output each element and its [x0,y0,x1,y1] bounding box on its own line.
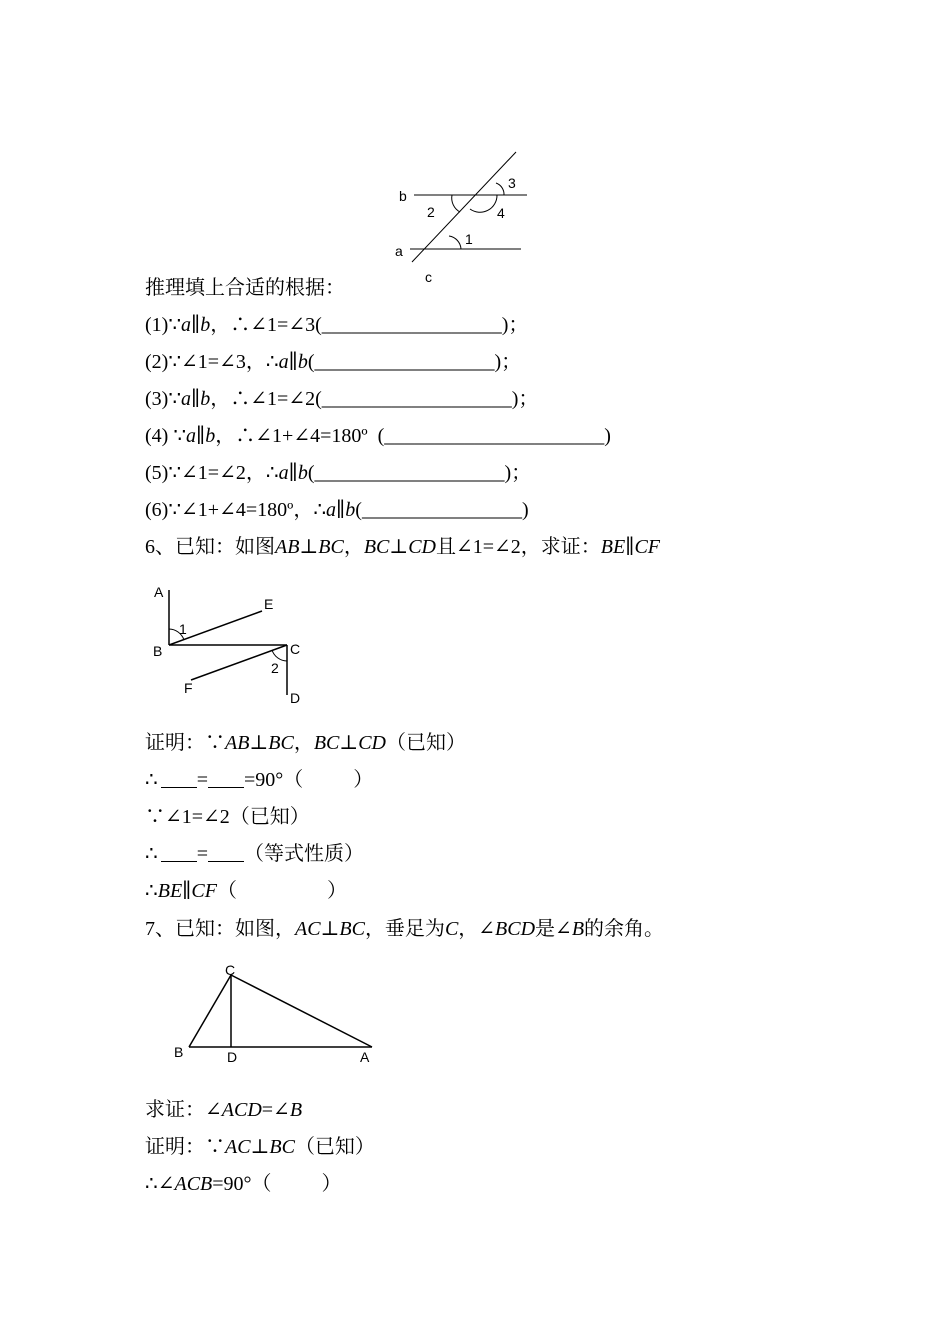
answer-blank[interactable]: ______________________ [384,425,605,447]
q6-perp: ⊥ [389,536,409,558]
proof-var: CD [358,732,386,754]
proof-var: BC [313,732,340,754]
var-a: a [326,499,337,521]
label-E: E [264,596,274,612]
perp-symbol: ⊥ [339,732,359,754]
proof-reason: =90°（ ） [244,769,374,791]
label-4: 4 [497,205,505,221]
q7-var: AC [295,918,321,940]
label-2: 2 [427,204,435,220]
label-B: B [153,643,163,659]
q7-perp: ⊥ [320,918,340,940]
q7-var: B [571,918,585,940]
label-B: B [174,1044,184,1060]
q6-var: CD [408,536,436,558]
label-D: D [227,1049,238,1065]
var-b: b [205,425,216,447]
prove-text: 求证：∠ [145,1099,222,1121]
q6-sep: ， [343,536,364,558]
var-a: a [181,388,192,410]
proof-reason: （等式性质） [244,843,365,865]
q6-var: AB [275,536,300,558]
q6-perp: ⊥ [299,536,319,558]
segment-ca [231,975,372,1047]
segment-cb [189,975,231,1047]
label-1: 1 [179,621,187,637]
q6-var: BE [600,536,626,558]
q7-text: 的余角。 [584,918,665,940]
answer-blank[interactable]: ___________________ [321,388,512,410]
q7-title-pre: 7、已知：如图， [145,918,295,940]
q7-prove-line [145,1098,302,1122]
var-b: b [200,388,211,410]
q7-var: C [444,918,459,940]
prove-var: B [289,1099,303,1121]
proof-text: ∴∠ [145,1173,175,1195]
proof-var: CF [191,880,217,902]
proof-var: BC [269,1136,295,1158]
label-C: C [290,641,301,657]
answer-blank[interactable]: __________________ [321,314,502,336]
label-2: 2 [271,660,279,676]
proof-sep: ， [293,732,314,754]
item-end: )； [504,462,532,484]
proof-text: ∵∠1=∠2（已知） [145,806,310,828]
item-mid: ( [307,351,315,373]
item-mid: ，∴∠1+∠4=180º ( [215,425,385,447]
item-pre: (5)∵∠1=∠2，∴ [145,462,279,484]
parallel-symbol: ∥ [336,499,346,521]
equals-sign: = [196,769,209,791]
var-b: b [345,499,356,521]
q6-var: BC [318,536,344,558]
label-1: 1 [465,231,473,247]
perp-symbol: ⊥ [249,732,269,754]
q7-text: ，∠ [458,918,496,940]
item-pre: (6)∵∠1+∠4=180º，∴ [145,499,327,521]
prompt-text: 推理填上合适的根据： [145,277,345,299]
q6-var: CF [634,536,661,558]
item-end: )； [501,314,529,336]
var-a: a [181,314,192,336]
answer-blank[interactable]: ________________ [361,499,522,521]
label-b: b [399,188,407,204]
parallel-symbol: ∥ [288,462,298,484]
label-A: A [154,584,164,600]
perp-symbol: ⊥ [250,1136,270,1158]
proof-reason: （已知） [385,732,466,754]
parallel-symbol: ∥ [191,388,201,410]
parallel-symbol: ∥ [288,351,298,373]
item-end: ) [521,499,529,521]
label-C: C [225,962,236,978]
prove-text: =∠ [261,1099,290,1121]
q7-text: ，垂足为 [364,918,445,940]
proof-var: BC [268,732,294,754]
proof-reason: （已知） [294,1136,375,1158]
q6-title-pre: 6、已知：如图 [145,536,275,558]
label-a: a [395,243,403,259]
proof-text: ∴ [145,769,158,791]
var-b: b [297,462,308,484]
label-3: 3 [508,175,516,191]
q6-cond: 且∠1=∠2，求证： [435,536,601,558]
prove-var: ACD [221,1099,262,1121]
q7-var: BC [339,918,365,940]
q6-var: BC [363,536,390,558]
label-c: c [425,269,432,285]
label-A: A [360,1049,370,1065]
parallel-symbol: ∥ [182,880,192,902]
item-mid: ，∴∠1=∠2( [210,388,322,410]
item-pre: (2)∵∠1=∠3，∴ [145,351,279,373]
proof-text: 证明：∵ [145,1136,225,1158]
proof-text: ∴ [145,843,158,865]
item-end: )； [511,388,539,410]
item-mid: ，∴∠1=∠3( [210,314,322,336]
q7-var: BCD [495,918,536,940]
proof-reason-blank[interactable]: （ ） [216,880,347,902]
var-b: b [297,351,308,373]
item-end: )； [494,351,522,373]
item-pre: (4) ∵ [145,425,187,447]
q7-proof-line-1 [145,1135,375,1159]
proof-var: BE [157,880,183,902]
q7-proof-line-2 [145,1172,342,1196]
var-b: b [200,314,211,336]
parallel-symbol: ∥ [191,314,201,336]
proof-text: ∴ [145,880,158,902]
q7-text: 是∠ [535,918,572,940]
proof-var: AB [225,732,250,754]
var-a: a [278,351,289,373]
item-mid: ( [355,499,362,521]
var-a: a [278,462,289,484]
proof-var: ACB [174,1173,213,1195]
proof-var: AC [225,1136,251,1158]
item-mid: ( [307,462,315,484]
label-F: F [184,680,193,696]
item-pre: (1)∵ [145,314,182,336]
answer-blank[interactable]: __________________ [314,351,495,373]
q6-parallel: ∥ [625,536,635,558]
item-pre: (3)∵ [145,388,182,410]
parallel-symbol: ∥ [196,425,206,447]
var-a: a [186,425,197,447]
label-D: D [290,690,301,706]
equals-sign: = [196,843,209,865]
proof-reason-blank[interactable]: =90°（ ） [212,1173,342,1195]
proof-text: 证明：∵ [145,732,225,754]
answer-blank[interactable]: ___________________ [314,462,505,484]
item-end: ) [604,425,611,447]
